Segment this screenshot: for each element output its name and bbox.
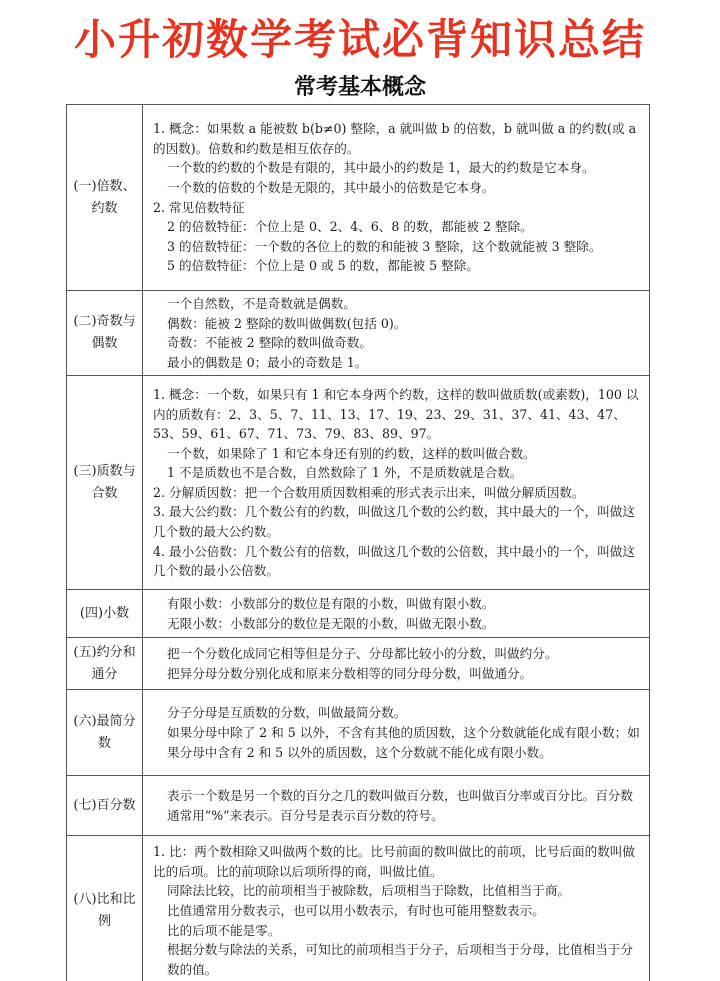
content-line: 偶数：能被 2 整除的数叫做偶数(包括 0)。: [167, 315, 407, 331]
section-row: [67, 690, 650, 776]
section-category: (八)比和比例: [67, 836, 143, 981]
section-row: [67, 776, 650, 836]
section-category: (三)质数与合数: [67, 376, 143, 590]
section-category: (二)奇数与偶数: [67, 291, 143, 376]
content-line: 3. 最大公约数：几个数公有的约数，叫做这几个数的公约数，其中最大的一个，叫做这几个数的最大公约数。: [153, 504, 635, 540]
content-line: 把一个分数化成同它相等但是分子、分母都比较小的分数，叫做约分。: [167, 646, 558, 662]
section-row: [67, 105, 650, 291]
section-content: [143, 836, 650, 981]
section-content: [143, 776, 650, 836]
content-line: 一个数的约数的个数是有限的，其中最小的约数是 1，最大的约数是它本身。: [167, 160, 595, 176]
content-line: 3 的倍数特征：一个数的各位上的数的和能被 3 整除，这个数就能被 3 整除。: [167, 238, 602, 254]
section-category: (一)倍数、约数: [67, 105, 143, 291]
content-line: 1. 概念：一个数，如果只有 1 和它本身两个约数，这样的数叫做质数(或素数)，100 以内的质数有：2、3、5、7、11、13、17、19、23、29、31、37、41、43、47、53、59、61、67、71、73、79、83、89、97。: [153, 386, 639, 442]
section-row: [67, 836, 650, 981]
content-line: 2. 分解质因数：把一个合数用质因数相乘的形式表示出来，叫做分解质因数。: [153, 484, 585, 500]
content-line: 比值通常用分数表示，也可以用小数表示，有时也可能用整数表示。: [167, 903, 545, 919]
section-category: (六)最简分数: [67, 690, 143, 776]
section-row: [67, 376, 650, 590]
content-line: 有限小数：小数部分的数位是有限的小数，叫做有限小数。: [167, 596, 495, 612]
section-row: [67, 291, 650, 376]
content-line: 1. 比：两个数相除又叫做两个数的比。比号前面的数叫做比的前项，比号后面的数叫做比的后项。比的前项除以后项所得的商，叫做比值。: [153, 844, 635, 879]
section-content: [143, 105, 650, 291]
content-line: 如果分母中除了 2 和 5 以外，不含有其他的质因数，这个分数就能化成有限小数；如果分母中含有 2 和 5 以外的质因数，这个分数就不能化成有限小数。: [167, 725, 640, 760]
section-row: [67, 590, 650, 638]
section-row: [67, 638, 650, 690]
content-line: 分子分母是互质数的分数，叫做最简分数。: [167, 705, 407, 721]
section-content: [143, 376, 650, 590]
content-line: 1 不是质数也不是合数，自然数除了 1 外，不是质数就是合数。: [167, 465, 523, 481]
page-subtitle: 常考基本概念: [293, 75, 426, 100]
content-line: 1. 概念：如果数 a 能被数 b(b≠0) 整除，a 就叫做 b 的倍数，b 就叫做 a 的约数(或 a 的因数)。倍数和约数是相互依存的。: [153, 121, 637, 156]
content-line: 最小的偶数是 0；最小的奇数是 1。: [167, 354, 368, 370]
content-line: 表示一个数是另一个数的百分之几的数叫做百分数，也叫做百分率或百分比。百分数通常用“%”来表示。百分号是表示百分数的符号。: [167, 788, 633, 823]
content-line: 无限小数：小数部分的数位是无限的小数，叫做无限小数。: [167, 615, 495, 631]
content-line: 2 的倍数特征：个位上是 0、2、4、6、8 的数，都能被 2 整除。: [167, 219, 533, 235]
content-line: 一个数，如果除了 1 和它本身还有别的约数，这样的数叫做合数。: [167, 445, 536, 461]
section-category: (五)约分和通分: [67, 638, 143, 690]
section-category: (七)百分数: [67, 776, 143, 836]
content-line: 一个数的倍数的个数是无限的，其中最小的倍数是它本身。: [167, 179, 495, 195]
content-line: 4. 最小公倍数：几个数公有的倍数，叫做这几个数的公倍数，其中最小的一个，叫做这几个数的最小公倍数。: [153, 543, 635, 579]
content-line: 比的后项不能是零。: [167, 922, 281, 938]
content-line: 2. 常见倍数特征: [153, 199, 245, 215]
content-line: 同除法比较，比的前项相当于被除数，后项相当于除数，比值相当于商。: [167, 883, 570, 899]
section-content: [143, 690, 650, 776]
content-line: 一个自然数，不是奇数就是偶数。: [167, 296, 356, 311]
section-content: [143, 590, 650, 638]
section-category: (四)小数: [67, 590, 143, 638]
section-content: [143, 291, 650, 376]
content-line: 根据分数与除法的关系，可知比的前项相当于分子，后项相当于分母，比值相当于分数的值。: [167, 942, 633, 977]
content-line: 把异分母分数分别化成和原来分数相等的同分母分数，叫做通分。: [167, 665, 533, 681]
page-title: 小升初数学考试必背知识总结: [73, 15, 646, 64]
content-line: 奇数：不能被 2 整除的数叫做奇数。: [167, 335, 372, 351]
content-line: 5 的倍数特征：个位上是 0 或 5 的数，都能被 5 整除。: [167, 258, 479, 274]
section-content: [143, 638, 650, 690]
concept-table: [66, 104, 650, 981]
